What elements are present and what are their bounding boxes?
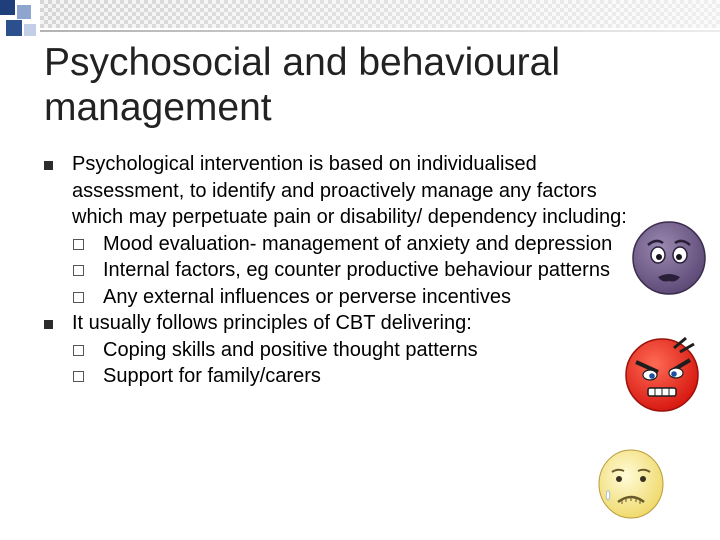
- sub-bullet-item: [72, 231, 644, 258]
- hollow-square-bullet-icon: [73, 345, 84, 356]
- sub-bullet-text: Coping skills and positive thought patterns: [103, 338, 478, 361]
- sad-face-icon: [596, 446, 666, 520]
- sub-bullet-text: Support for family/carers: [103, 365, 321, 387]
- sub-bullet-item: [72, 337, 644, 364]
- hollow-square-bullet-icon: [73, 292, 84, 303]
- hollow-square-bullet-icon: [73, 371, 84, 382]
- sub-bullet-item: [72, 257, 644, 284]
- bullet-item: [44, 310, 644, 390]
- bullet-text: It usually follows principles of CBT delivering:: [72, 312, 472, 334]
- bullet-list: [44, 151, 644, 390]
- sub-bullet-item: [72, 363, 644, 390]
- bullet-text: Psychological intervention is based on individualised assessment, to identify and proactively manage any factors which may perpetuate pain or disability/ dependency including:: [72, 153, 627, 228]
- decorative-band: [40, 0, 720, 28]
- sub-bullet-text: Any external influences or perverse incentives: [103, 285, 511, 308]
- bullet-square-icon: [44, 161, 53, 170]
- header-rule: [40, 30, 720, 32]
- worried-face-icon: [630, 219, 708, 297]
- sub-bullet-list: [72, 231, 644, 311]
- hollow-square-bullet-icon: [73, 239, 84, 250]
- hollow-square-bullet-icon: [73, 265, 84, 276]
- sub-bullet-item: [72, 284, 644, 311]
- slide-title: Psychosocial and behavioural management: [44, 41, 560, 129]
- angry-face-icon: [620, 330, 704, 414]
- bullet-item: [44, 151, 644, 310]
- sub-bullet-list: [72, 337, 644, 390]
- sub-bullet-text: Mood evaluation- management of anxiety and depression: [103, 232, 613, 255]
- bullet-square-icon: [44, 320, 53, 329]
- sub-bullet-text: Internal factors, eg counter productive behaviour patterns: [103, 259, 610, 281]
